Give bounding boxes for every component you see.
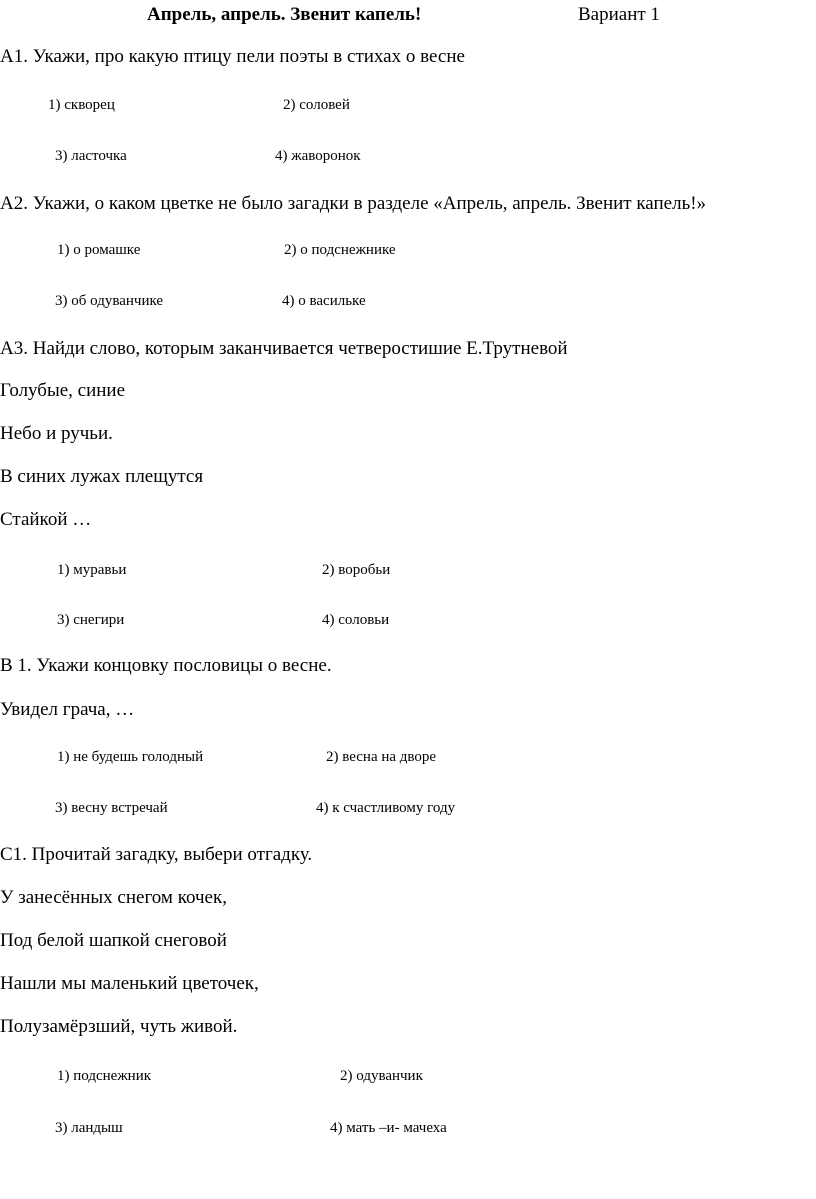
c1-option-1[interactable]: 1) подснежник (57, 1068, 152, 1084)
a3-poem-line: Стайкой … (0, 509, 92, 530)
a3-option-4[interactable]: 4) соловьи (322, 612, 390, 628)
b1-option-4[interactable]: 4) к счастливому году (316, 800, 456, 816)
a2-option-2[interactable]: 2) о подснежнике (284, 242, 396, 258)
question-c1: С1. Прочитай загадку, выбери отгадку. (0, 844, 313, 865)
c1-option-2[interactable]: 2) одуванчик (340, 1068, 423, 1084)
c1-option-4[interactable]: 4) мать –и- мачеха (330, 1120, 447, 1136)
b1-option-3[interactable]: 3) весну встречай (55, 800, 168, 816)
c1-option-3[interactable]: 3) ландыш (55, 1120, 123, 1136)
question-b1: В 1. Укажи концовку пословицы о весне. (0, 655, 332, 676)
a2-option-3[interactable]: 3) об одуванчике (55, 293, 164, 309)
a3-poem-line: Небо и ручьи. (0, 423, 113, 444)
question-a1: А1. Укажи, про какую птицу пели поэты в стихах о весне (0, 46, 465, 67)
a2-option-4[interactable]: 4) о васильке (282, 293, 366, 309)
c1-poem-line: У занесённых снегом кочек, (0, 887, 227, 908)
page-title: Апрель, апрель. Звенит капель! (147, 4, 422, 25)
a3-option-3[interactable]: 3) снегири (57, 612, 125, 628)
a1-option-2[interactable]: 2) соловей (283, 97, 350, 113)
c1-poem-line: Под белой шапкой снеговой (0, 930, 227, 951)
a1-option-1[interactable]: 1) скворец (48, 97, 115, 113)
a1-option-3[interactable]: 3) ласточка (55, 148, 127, 164)
b1-option-2[interactable]: 2) весна на дворе (326, 749, 437, 765)
variant-label: Вариант 1 (578, 4, 660, 25)
question-a3: А3. Найди слово, которым заканчивается четверостишие Е.Трутневой (0, 338, 568, 359)
b1-phrase: Увидел грача, … (0, 699, 135, 720)
a3-option-2[interactable]: 2) воробьи (322, 562, 391, 578)
a2-option-1[interactable]: 1) о ромашке (57, 242, 141, 258)
a3-poem-line: Голубые, синие (0, 380, 126, 401)
b1-option-1[interactable]: 1) не будешь голодный (57, 749, 204, 765)
c1-poem-line: Нашли мы маленький цветочек, (0, 973, 259, 994)
a3-option-1[interactable]: 1) муравьи (57, 562, 127, 578)
question-a2: А2. Укажи, о каком цветке не было загадки в разделе «Апрель, апрель. Звенит капель!» (0, 193, 707, 214)
a1-option-4[interactable]: 4) жаворонок (275, 148, 361, 164)
c1-poem-line: Полузамёрзший, чуть живой. (0, 1016, 238, 1037)
a3-poem-line: В синих лужах плещутся (0, 466, 204, 487)
